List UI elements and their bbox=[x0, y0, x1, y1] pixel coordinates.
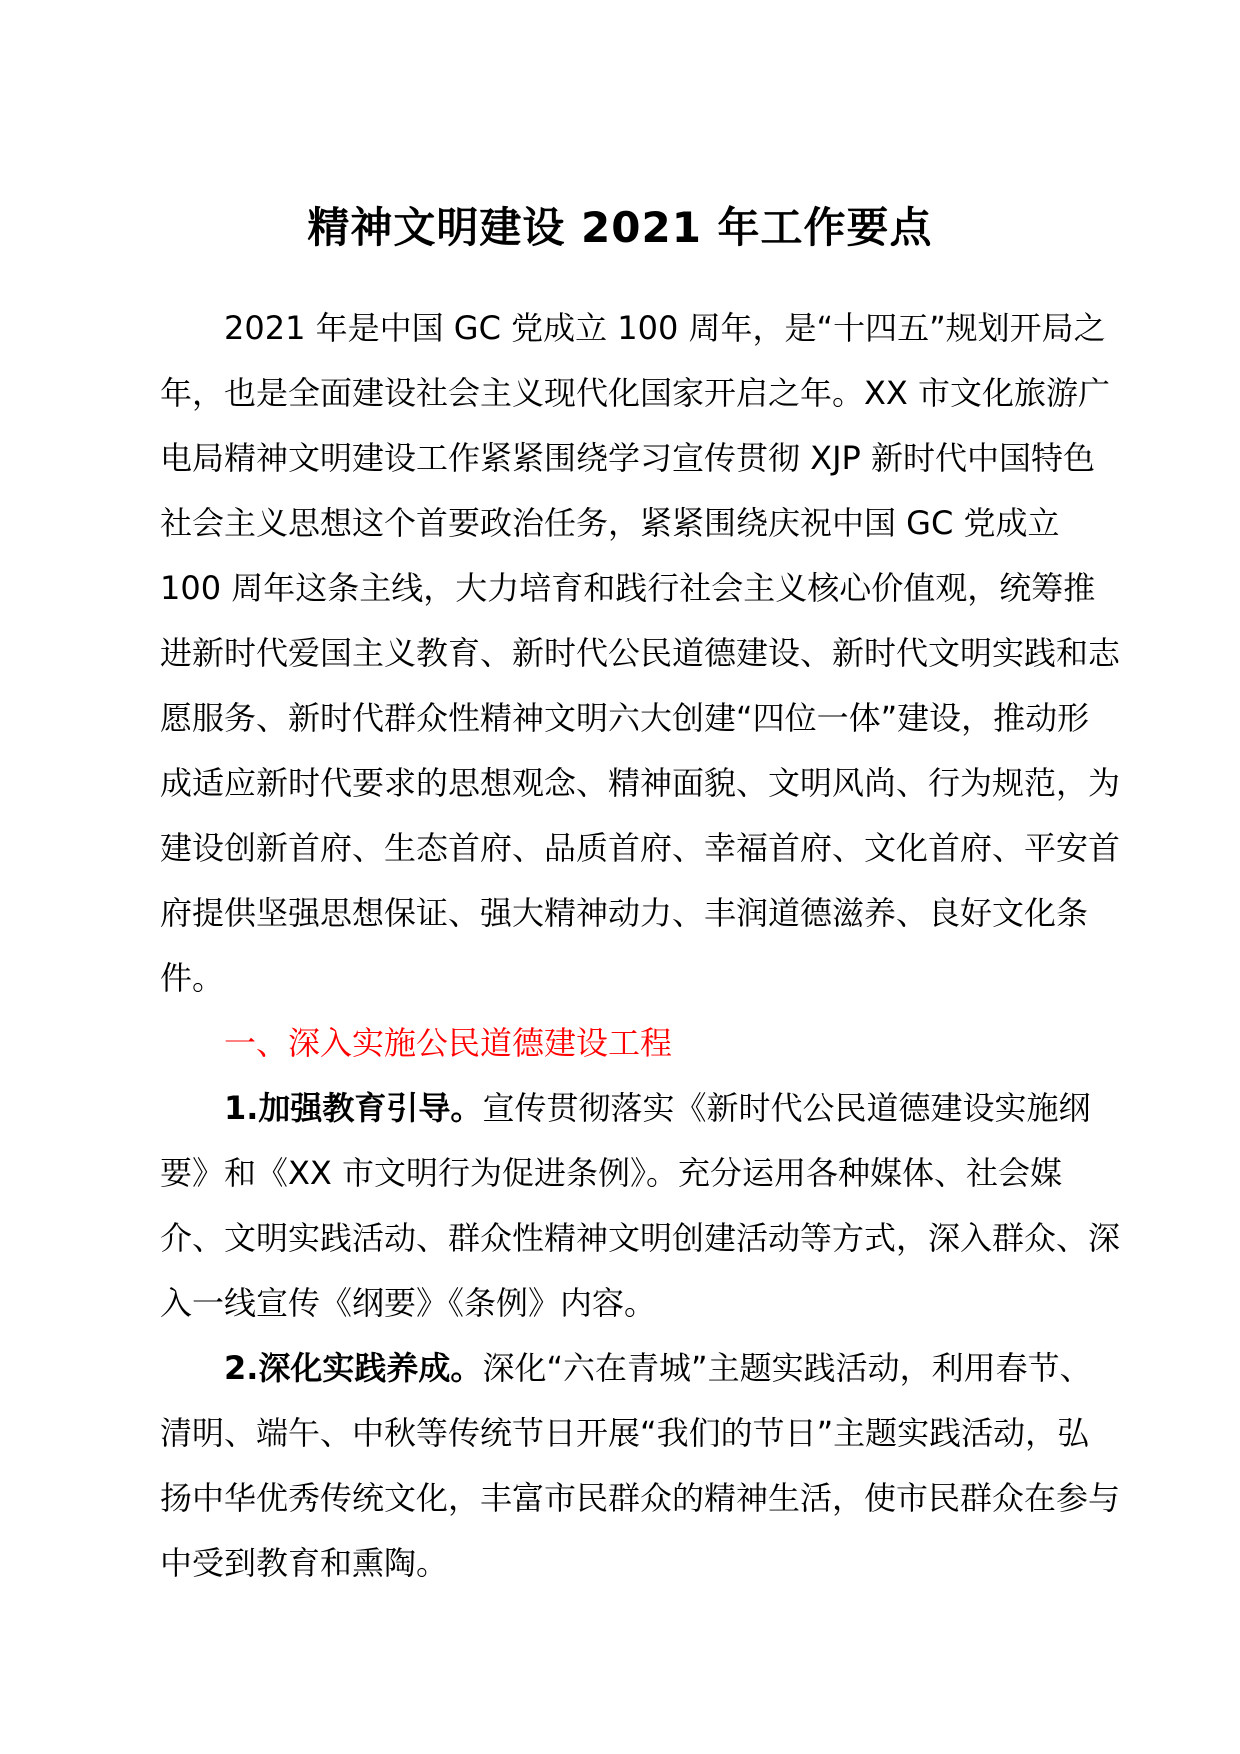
item-text: 宣传贯彻落实《新时代公民道德建设实施纲要》和《XX 市文明行为促进条例》。充分运用各种媒体、社会媒介、文明实践活动、群众性精神文明创建活动等方式，深入群众、深入一线宣传《纲要》《条例》内容。 bbox=[160, 1089, 1121, 1322]
item-text: 深化“六在青城”主题实践活动，利用春节、清明、端午、中秋等传统节日开展“我们的节日”主题实践活动，弘扬中华优秀传统文化，丰富市民群众的精神生活，使市民群众在参与中受到教育和熏陶。 bbox=[160, 1349, 1121, 1582]
item-paragraph-2 bbox=[160, 1336, 1120, 1596]
document-body bbox=[160, 296, 1120, 1596]
item-lead: 1.加强教育引导。 bbox=[224, 1089, 483, 1127]
intro-paragraph: 2021 年是中国 GC 党成立 100 周年，是“十四五”规划开局之年，也是全面建设社会主义现代化国家开启之年。XX 市文化旅游广电局精神文明建设工作紧紧围绕学习宣传贯彻 XJP 新时代中国特色社会主义思想这个首要政治任务，紧紧围绕庆祝中国 GC 党成立 100 周年这条主线，大力培育和践行社会主义核心价值观，统筹推进新时代爱国主义教育、新时代公民道德建设、新时代文明实践和志愿服务、新时代群众性精神文明六大创建“四位一体”建设，推动形成适应新时代要求的思想观念、精神面貌、文明风尚、行为规范，为建设创新首府、生态首府、品质首府、幸福首府、文化首府、平安首府提供坚强思想保证、强大精神动力、丰润道德滋养、良好文化条件。 bbox=[160, 309, 1121, 997]
item-paragraph-1 bbox=[160, 1076, 1120, 1336]
section-heading: 一、深入实施公民道德建设工程 bbox=[224, 1024, 673, 1062]
item-lead: 2.深化实践养成。 bbox=[224, 1349, 483, 1387]
document-title: 精神文明建设 2021 年工作要点 bbox=[307, 203, 933, 252]
